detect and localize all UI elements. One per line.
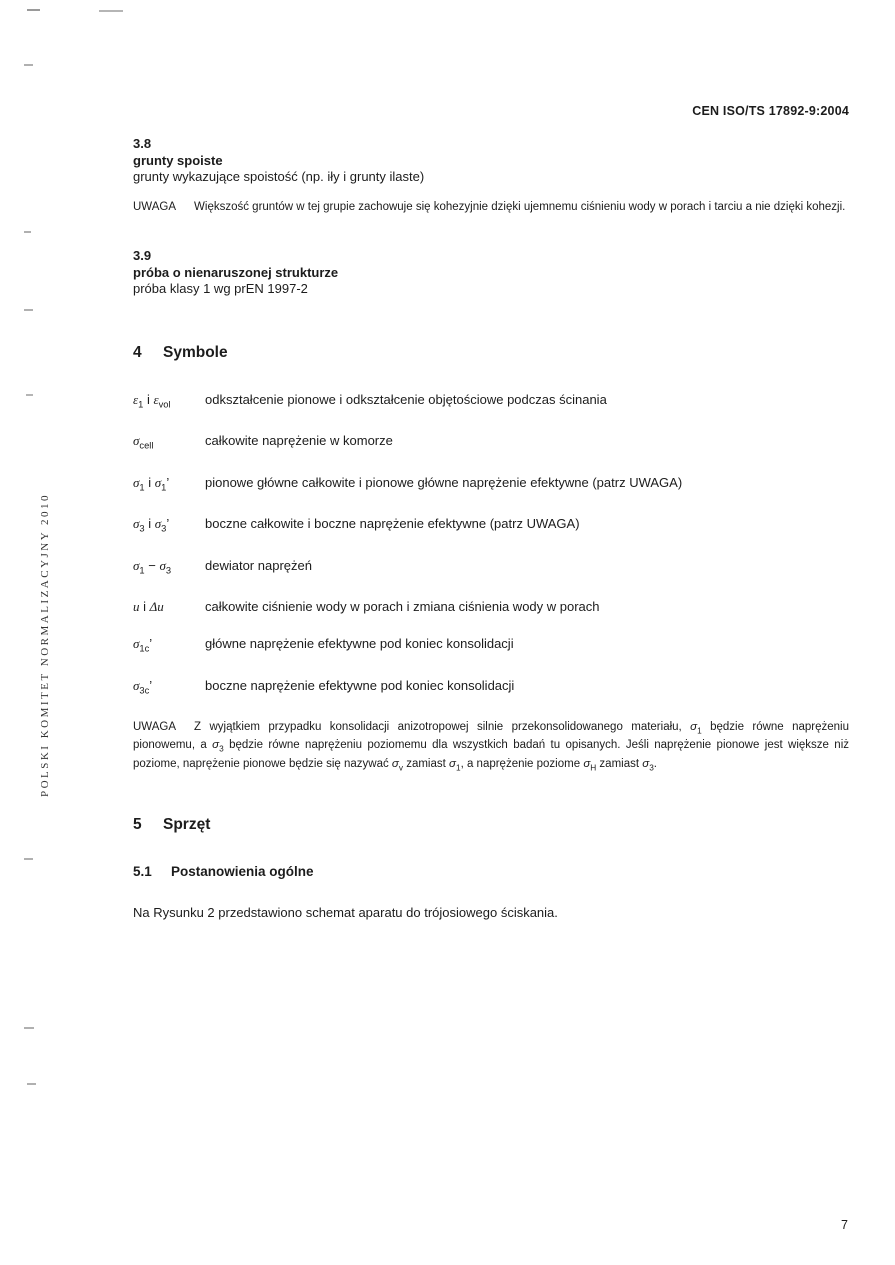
heading-number: 4: [133, 343, 142, 361]
heading-section-5-1: [133, 864, 849, 879]
term-3-8: grunty spoiste: [133, 152, 223, 168]
scan-artifact: [24, 64, 33, 66]
symbol-row: [133, 433, 849, 454]
symbol-description: całkowite naprężenie w komorze: [205, 433, 393, 449]
section-3-8: [133, 136, 849, 214]
scan-artifact: [26, 394, 33, 396]
symbol-row: [133, 475, 849, 496]
symbol-row: [133, 599, 849, 615]
clause-number-3-9: 3.9: [133, 248, 152, 263]
scan-artifact: [24, 1027, 34, 1029]
symbol-description: główne naprężenie efektywne pod koniec konsolidacji: [205, 636, 514, 652]
symbol: $\sigma_{cell}$: [133, 433, 154, 451]
note-label: UWAGA: [133, 720, 177, 733]
scan-artifact: [27, 1083, 36, 1085]
page-number: 7: [841, 1218, 848, 1232]
term-3-9: próba o nienaruszonej strukturze: [133, 264, 339, 280]
symbol-description: odkształcenie pionowe i odkształcenie objętościowe podczas ścinania: [205, 391, 607, 407]
heading-section-4: [133, 344, 849, 362]
heading-section-5: [133, 816, 849, 834]
definition-3-9: próba klasy 1 wg prEN 1997-2: [133, 281, 308, 296]
definition-3-8: grunty wykazujące spoistość (np. iły i grunty ilaste): [133, 169, 425, 184]
paragraph-5-1: Na Rysunku 2 przedstawiono schemat aparatu do trójosiowego ściskania.: [133, 905, 558, 921]
symbol-row: [133, 392, 849, 413]
section-3-9: [133, 248, 849, 298]
symbol-row: [133, 558, 849, 579]
heading-title: Postanowienia ogólne: [171, 864, 314, 880]
symbol-list: [133, 392, 849, 699]
symbol: $\sigma_3$ i $\sigma_3$’: [133, 516, 170, 534]
scan-artifact: [99, 10, 123, 12]
note-label: UWAGA: [133, 200, 177, 213]
symbol: $\sigma_1$ i $\sigma_1$’: [133, 474, 170, 493]
note-3-8: [133, 200, 849, 215]
symbol-description: boczne całkowite i boczne naprężenie efektywne (patrz UWAGA): [205, 516, 580, 532]
heading-number: 5: [133, 816, 142, 834]
note-section-4: [133, 720, 849, 776]
clause-number-3-8: 3.8: [133, 136, 152, 151]
symbol: $\sigma_{3c}$’: [133, 678, 153, 696]
symbol-row: [133, 516, 849, 537]
note-text: Z wyjątkiem przypadku konsolidacji anizotropowej silnie przekonsolidowanego materiału, $\sigma_1$ będzie równe naprężeniu pionowemu, a $\sigma_3$ będzie równe naprężeniu poziomemu dla wszystkich badań tu opisanych. Jeśli naprężenie pionowe jest większe niż poziome, naprężenie pionowe będzie się nazywać $\sigma_v$ zamiast $\sigma_1$, a naprężenie poziome $\sigma_H$ zamiast $\sigma_3$.: [133, 720, 850, 773]
doc-reference: CEN ISO/TS 17892-9:2004: [692, 104, 849, 118]
note-text: Większość gruntów w tej grupie zachowuje się kohezyjnie dzięki ujemnemu ciśnieniu wody w porach i tarciu a nie dzięki kohezji.: [194, 200, 846, 213]
page-content: [133, 0, 849, 921]
symbol-row: [133, 678, 849, 699]
scan-artifact: [24, 231, 31, 233]
symbol: $\sigma_{1c}$’: [133, 636, 153, 655]
symbol: $\varepsilon_1$ i $\varepsilon_{vol}$: [133, 391, 171, 410]
symbol-description: pionowe główne całkowite i pionowe główne naprężenie efektywne (patrz UWAGA): [205, 474, 683, 490]
scan-artifact: [27, 9, 40, 11]
symbol-description: całkowite ciśnienie wody w porach i zmiana ciśnienia wody w porach: [205, 599, 600, 615]
scan-artifact: [24, 858, 33, 860]
symbol: $\sigma_1 - \sigma_3$: [133, 557, 172, 576]
symbol-row: [133, 636, 849, 657]
heading-number: 5.1: [133, 864, 152, 880]
watermark-vertical-text: POLSKI KOMITET NORMALIZACYJNY 2010: [39, 492, 51, 798]
symbol-description: dewiator naprężeń: [205, 557, 312, 573]
symbol-description: boczne naprężenie efektywne pod koniec konsolidacji: [205, 678, 515, 694]
heading-title: Sprzęt: [163, 816, 211, 834]
heading-title: Symbole: [163, 343, 228, 361]
scan-artifact: [24, 309, 33, 311]
symbol: u i Δu: [133, 599, 164, 615]
